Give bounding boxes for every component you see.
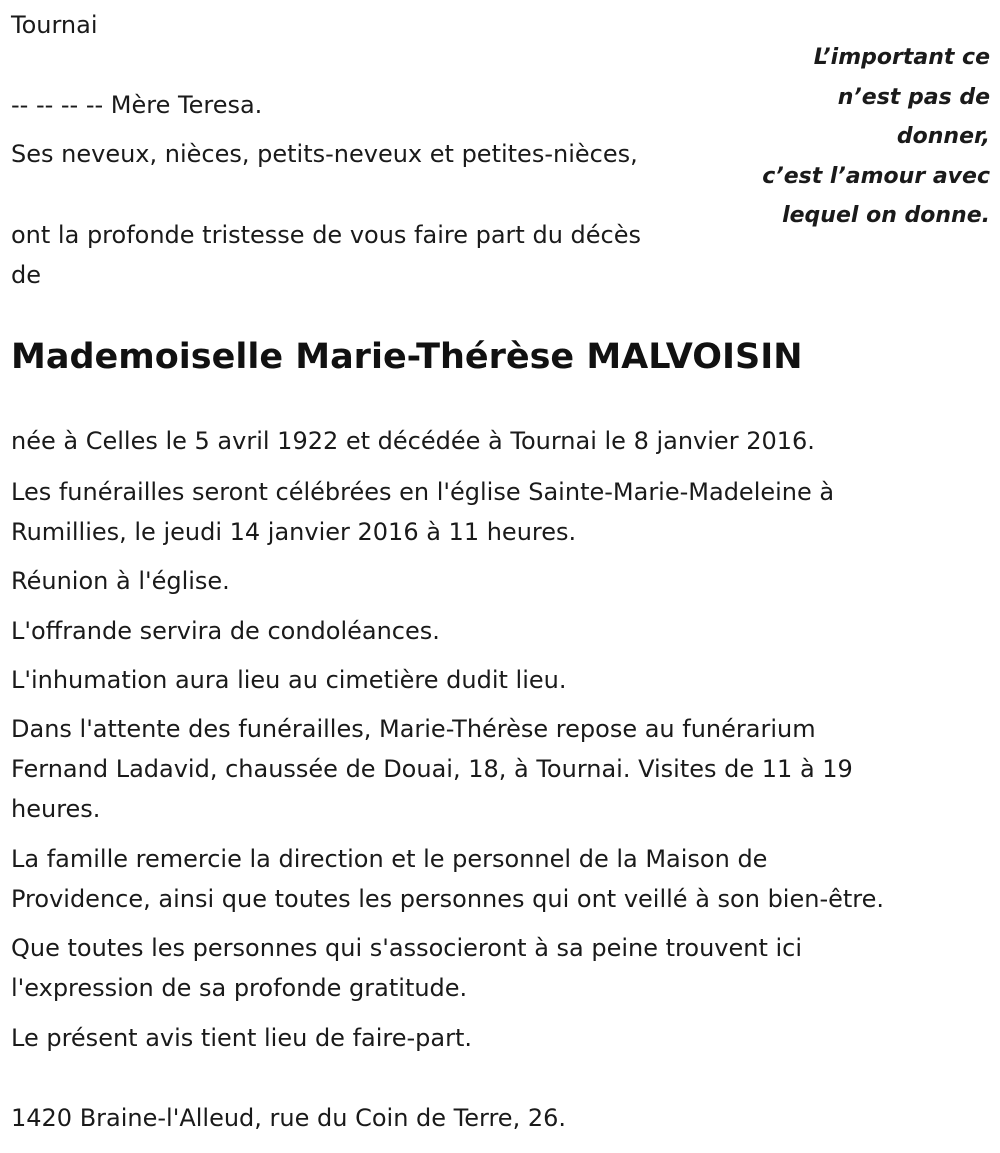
quote-line: c’est l’amour avec: [762, 163, 990, 189]
repose-line: heures.: [11, 795, 101, 823]
burial-line: L'inhumation aura lieu au cimetière dudit lieu.: [11, 666, 567, 694]
quote-line: n’est pas de: [837, 84, 990, 110]
offering-line: L'offrande servira de condoléances.: [11, 617, 440, 645]
quote-block: [730, 38, 990, 236]
gratitude-line: Que toutes les personnes qui s'associeront à sa peine trouvent ici: [11, 934, 803, 962]
quote-attribution: -- -- -- -- Mère Teresa.: [11, 91, 263, 119]
thanks-line: La famille remercie la direction et le personnel de la Maison de: [11, 845, 768, 873]
city-line: Tournai: [11, 11, 98, 39]
gratitude-info: [11, 928, 802, 1008]
repose-line: Dans l'attente des funérailles, Marie-Thérèse repose au funérarium: [11, 715, 816, 743]
announcement-line: de: [11, 261, 41, 289]
quote-line: lequel on donne.: [782, 203, 990, 228]
quote-line: L’important ce: [813, 45, 990, 70]
repose-line: Fernand Ladavid, chaussée de Douai, 18, à Tournai. Visites de 11 à 19: [11, 755, 853, 783]
notice-line: Le présent avis tient lieu de faire-part.: [11, 1024, 473, 1052]
birth-death-line: née à Celles le 5 avril 1922 et décédée à Tournai le 8 janvier 2016.: [11, 427, 815, 455]
address-line: 1420 Braine-l'Alleud, rue du Coin de Terre, 26.: [11, 1104, 566, 1132]
announcement: [11, 215, 641, 295]
thanks-line: Providence, ainsi que toutes les personnes qui ont veillé à son bien-être.: [11, 885, 885, 913]
thanks-info: [11, 839, 884, 919]
family-line: Ses neveux, nièces, petits-neveux et petites-nièces,: [11, 140, 638, 168]
quote-line: donner,: [896, 124, 990, 149]
gratitude-line: l'expression de sa profonde gratitude.: [11, 974, 468, 1002]
funeral-line: Rumillies, le jeudi 14 janvier 2016 à 11 heures.: [11, 518, 577, 546]
funeral-line: Les funérailles seront célébrées en l'église Sainte-Marie-Madeleine à: [11, 478, 835, 506]
reunion-line: Réunion à l'église.: [11, 567, 230, 595]
announcement-line: ont la profonde tristesse de vous faire part du décès: [11, 221, 641, 249]
funeral-info: [11, 472, 834, 552]
deceased-name: Mademoiselle Marie-Thérèse MALVOISIN: [11, 337, 803, 377]
repose-info: [11, 709, 853, 829]
